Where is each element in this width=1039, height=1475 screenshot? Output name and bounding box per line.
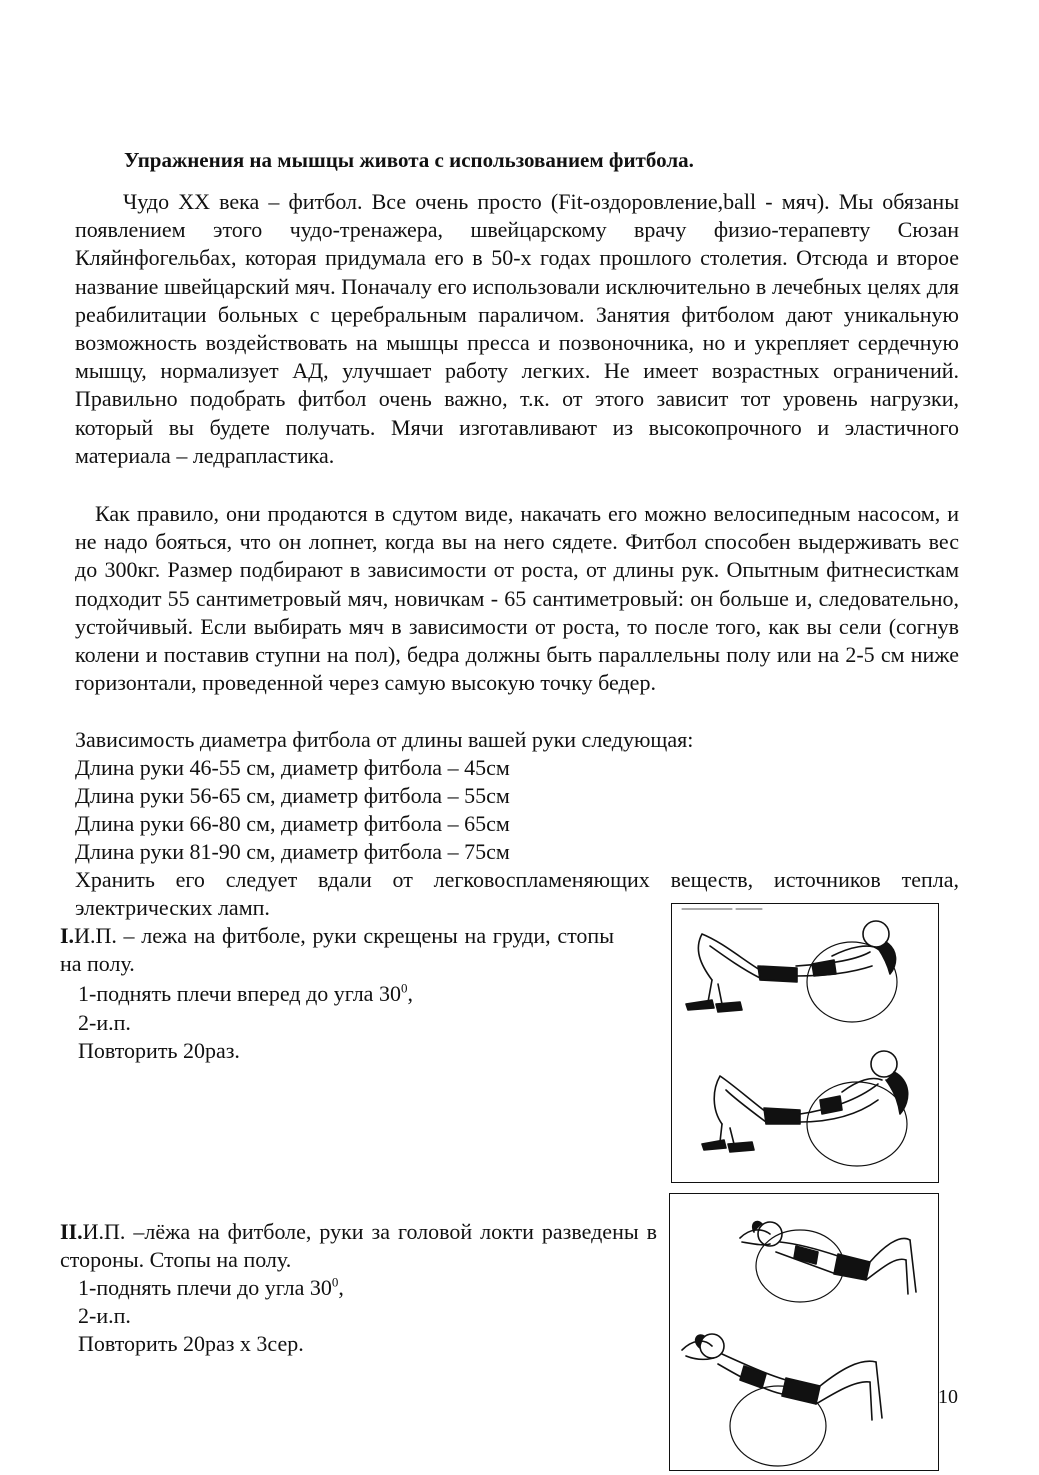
sizing-paragraph: Как правило, они продаются в сдутом виде, накачать его можно велосипедным насосом, и не надо бояться, что он лопнет, когда вы на него сядете. Фитбол способен выдерживать вес до 300кг. Размер подбирают в зависимости от роста, от длины рук. Опытным фитнесисткам подходит 55 сантиметровый мяч, новичкам - 65 сантиметровый: он больше и, следовательно, устойчивый. Если выбирать мяч в зависимости от роста, то после того, как вы сели (согнув колени и поставив ступни на пол), бедра должны быть параллельны полу или на 2-5 см ниже горизонтали, проведенной через самую высокую точку бедер. bbox=[75, 501, 959, 696]
storage-line: Хранить его следует вдали от легковоспламеняющих веществ, источников тепла, bbox=[75, 867, 959, 892]
figure-bottom bbox=[682, 1334, 882, 1466]
exercise-2-step-1: 1-поднять плечи до угла $30^0$, bbox=[78, 1274, 344, 1300]
exercise-1-step-1: 1-поднять плечи вперед до угла $30^0$, bbox=[78, 980, 413, 1006]
figure-top bbox=[740, 1222, 916, 1302]
size-line: Длина руки 56-65 см, диаметр фитбола – 55см bbox=[75, 783, 510, 808]
exercise-1-illustration bbox=[671, 903, 939, 1183]
exercise-2-step-2: 2-и.п. bbox=[78, 1303, 131, 1328]
exercise-1-text-tail: на полу. bbox=[60, 951, 135, 976]
exercise-2-text: И.П. –лёжа на фитболе, руки за головой локти разведены в стороны. Стопы на полу. bbox=[60, 1219, 657, 1272]
size-line: Длина руки 66-80 см, диаметр фитбола – 65см bbox=[75, 811, 510, 836]
exercise-1-repeat: Повторить 20раз. bbox=[78, 1038, 240, 1063]
page-heading: Упражнения на мышцы живота с использованием фитбола. bbox=[124, 148, 694, 172]
exercise-1-number: I. bbox=[60, 923, 75, 948]
size-line: Длина руки 81-90 см, диаметр фитбола – 75см bbox=[75, 839, 510, 864]
exercise-2-illustration bbox=[669, 1193, 939, 1471]
exercise-2-number: II. bbox=[60, 1219, 83, 1244]
exercise-2-repeat: Повторить 20раз х 3сер. bbox=[78, 1331, 304, 1356]
page-number: 10 bbox=[938, 1386, 958, 1408]
storage-line: электрических ламп. bbox=[75, 895, 270, 920]
exercise-1-description bbox=[60, 922, 642, 978]
intro-paragraph: Чудо XX века – фитбол. Все очень просто (Fit-оздоровление,ball - мяч). Мы обязаны появлением этого чудо-тренажера, швейцарскому врачу физио-терапевту Сюзан Кляйнфогельбах, которая придумала его в 50-х годах прошлого столетия. Отсюда и второе название швейцарский мяч. Поначалу его использовали исключительно в лечебных целях для реабилитации больных с церебральным параличом. Занятия фитболом дают уникальную возможность воздействовать на мышцы пресса и позвоночника, но и укрепляет сердечную мышцу, нормализует АД, улучшает работу легких. Не имеет возрастных ограничений. Правильно подобрать фитбол очень важно, т.к. от этого зависит тот уровень нагрузки, который вы будете получать. Мячи изготавливают из высокопрочного и эластичного материала – ледрапластика. bbox=[75, 189, 959, 468]
size-line: Длина руки 46-55 см, диаметр фитбола – 45см bbox=[75, 755, 510, 780]
figure-bottom bbox=[702, 1051, 908, 1166]
exercise-2-description bbox=[60, 1218, 657, 1274]
figure-top bbox=[686, 921, 897, 1022]
exercise-1-step-2: 2-и.п. bbox=[78, 1010, 131, 1035]
dependency-intro: Зависимость диаметра фитбола от длины вашей руки следующая: bbox=[75, 727, 694, 752]
exercise-1-text: И.П. – лежа на фитболе, руки скрещены на груди, стопы bbox=[74, 923, 614, 948]
